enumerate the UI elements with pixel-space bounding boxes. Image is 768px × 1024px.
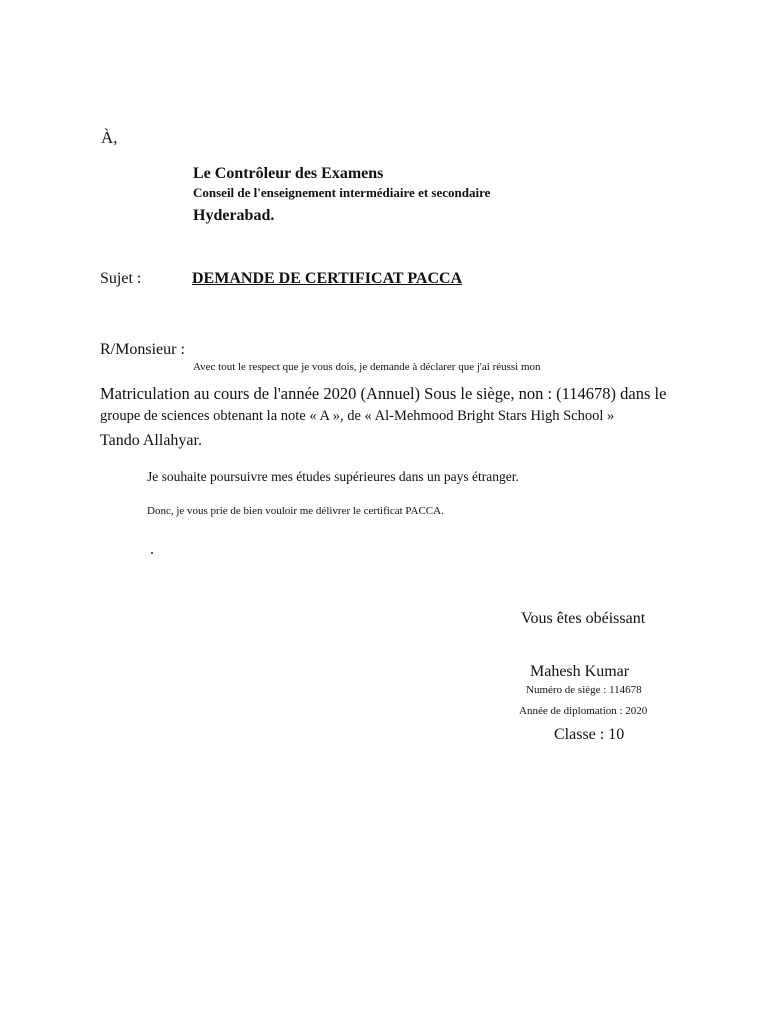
graduation-year: Année de diplomation : 2020 (519, 705, 648, 717)
closing-phrase: Vous êtes obéissant (521, 610, 646, 627)
body-line: Matriculation au cours de l'année 2020 (Annuel) Sous le siège, non : (114678) dans le (100, 384, 667, 403)
seat-number: Numéro de siège : 114678 (526, 684, 642, 696)
body-paragraph-3: Donc, je vous prie de bien vouloir me délivrer le certificat PACCA. (147, 505, 444, 517)
salutation-to: À, (101, 128, 118, 147)
body-line: groupe de sciences obtenant la note « A », de « Al-Mehmood Bright Stars High School » (100, 408, 615, 424)
greeting: R/Monsieur : (100, 341, 185, 358)
recipient-city: Hyderabad. (193, 207, 275, 224)
subject-label: Sujet : (100, 270, 142, 287)
trailing-dot: . (150, 541, 154, 558)
recipient-title: Le Contrôleur des Examens (193, 165, 384, 182)
body-line: Avec tout le respect que je vous dois, je demande à déclarer que j'ai réussi mon (193, 361, 541, 373)
subject-text: DEMANDE DE CERTIFICAT PACCA (192, 270, 463, 287)
body-line: Tando Allahyar. (100, 432, 202, 449)
body-paragraph-2: Je souhaite poursuivre mes études supérieures dans un pays étranger. (147, 469, 519, 484)
signer-name: Mahesh Kumar (530, 663, 630, 680)
recipient-board: Conseil de l'enseignement intermédiaire et secondaire (193, 185, 491, 200)
class-level: Classe : 10 (554, 726, 625, 743)
